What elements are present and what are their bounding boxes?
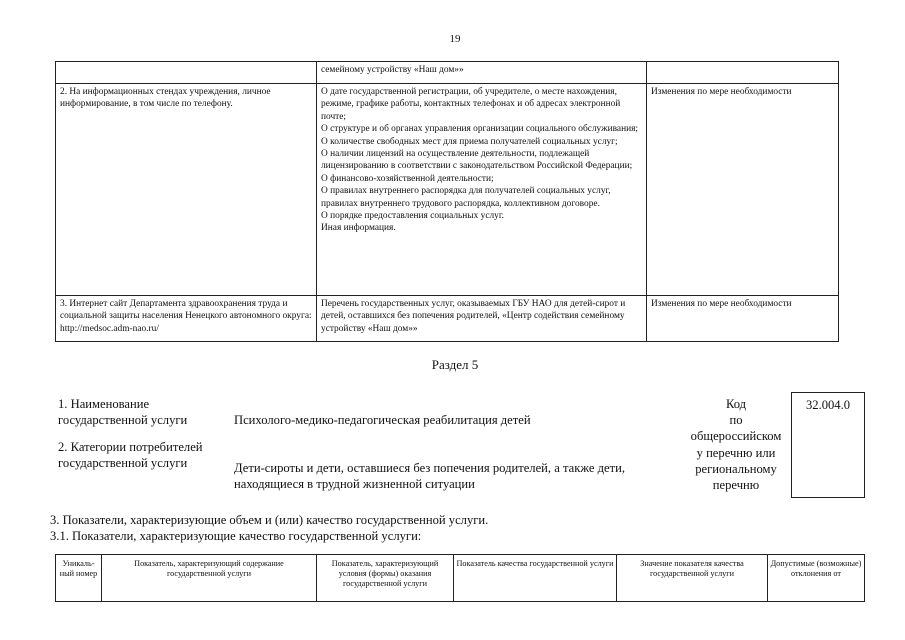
table-row [56, 84, 839, 296]
service-name-label: 1. Наименование государственной услуги [58, 397, 188, 427]
indicators-heading: 3. Показатели, характеризующие объем и (или) качество государственной услуги. [50, 513, 489, 527]
content-line: О правилах внутреннего распорядка для получателей социальных услуг, правилах внутреннего трудового распорядка, коллективном договоре. [321, 186, 611, 209]
header-quality-indicator: Показатель качества государственной услуги [454, 555, 617, 602]
content-line: О наличии лицензий на осуществление деятельности, подлежащей лицензированию в соответствии с законодательством Российской Федерации; [321, 149, 633, 172]
information-methods-table [55, 61, 839, 342]
content-cell [317, 296, 647, 342]
header-service-conditions: Показатель, характеризующий условия (формы) оказания государственной услуги [317, 555, 454, 602]
frequency-cell: Изменения по мере необходимости [647, 84, 839, 296]
page-number: 19 [449, 33, 461, 45]
header-service-content: Показатель, характеризующий содержание государственной услуги [102, 555, 317, 602]
table-header-row [56, 555, 865, 602]
frequency-cell: Изменения по мере необходимости [647, 296, 839, 342]
method-cell: 3. Интернет сайт Департамента здравоохранения труда и социальной защиты населения Ненецкого автономного округа: http://medsoc.adm-nao.ru/ [56, 296, 317, 342]
frequency-cell [647, 62, 839, 84]
table-row [56, 296, 839, 342]
content-line: Перечень государственных услуг, оказываемых ГБУ НАО для детей-сирот и детей, оставшихся без попечения родителей, «Центр содействия семейному устройству «Наш дом»» [321, 299, 626, 334]
content-line: О структуре и об органах управления организации социального обслуживания; [321, 124, 639, 135]
content-line: О количестве свободных мест для приема получателей социальных услуг; [321, 136, 618, 147]
header-allowed-deviation: Допустимые (возможные) отклонения от [768, 555, 865, 602]
header-unique-number: Уникаль-ный номер [56, 555, 102, 602]
content-line: семейному устройству «Наш дом»» [321, 65, 464, 75]
header-quality-value: Значение показателя качества государственной услуги [617, 555, 768, 602]
table-row [56, 62, 839, 84]
content-line: О порядке предоставления социальных услуг. [321, 211, 504, 222]
quality-indicators-heading: 3.1. Показатели, характеризующие качество государственной услуги: [50, 529, 422, 543]
classifier-code-value: 32.004.0 [805, 398, 851, 412]
content-cell [317, 84, 647, 296]
method-cell [56, 62, 317, 84]
content-line: Иная информация. [321, 223, 396, 234]
method-cell: 2. На информационных стендах учреждения, личное информирование, в том числе по телефону. [56, 84, 317, 296]
section-title: Раздел 5 [431, 357, 479, 372]
classifier-code-box [791, 392, 865, 498]
content-line: О дате государственной регистрации, об учредителе, о месте нахождения, режиме, графике работы, контактных телефонах и об адресах электронной почте; [321, 87, 621, 122]
consumer-category-value: Дети-сироты и дети, оставшиеся без попечения родителей, а также дети, находящиеся в трудной жизненной ситуации [234, 461, 625, 491]
quality-indicators-table [55, 554, 865, 602]
service-name-value: Психолого-медико-педагогическая реабилитация детей [234, 413, 531, 427]
content-line: О финансово-хозяйственной деятельности; [321, 173, 494, 184]
content-cell [317, 62, 647, 84]
consumer-category-label: 2. Категории потребителей государственной услуги [58, 440, 203, 470]
classifier-code-label: Код по общероссийском у перечню или региональному перечню [690, 397, 782, 493]
